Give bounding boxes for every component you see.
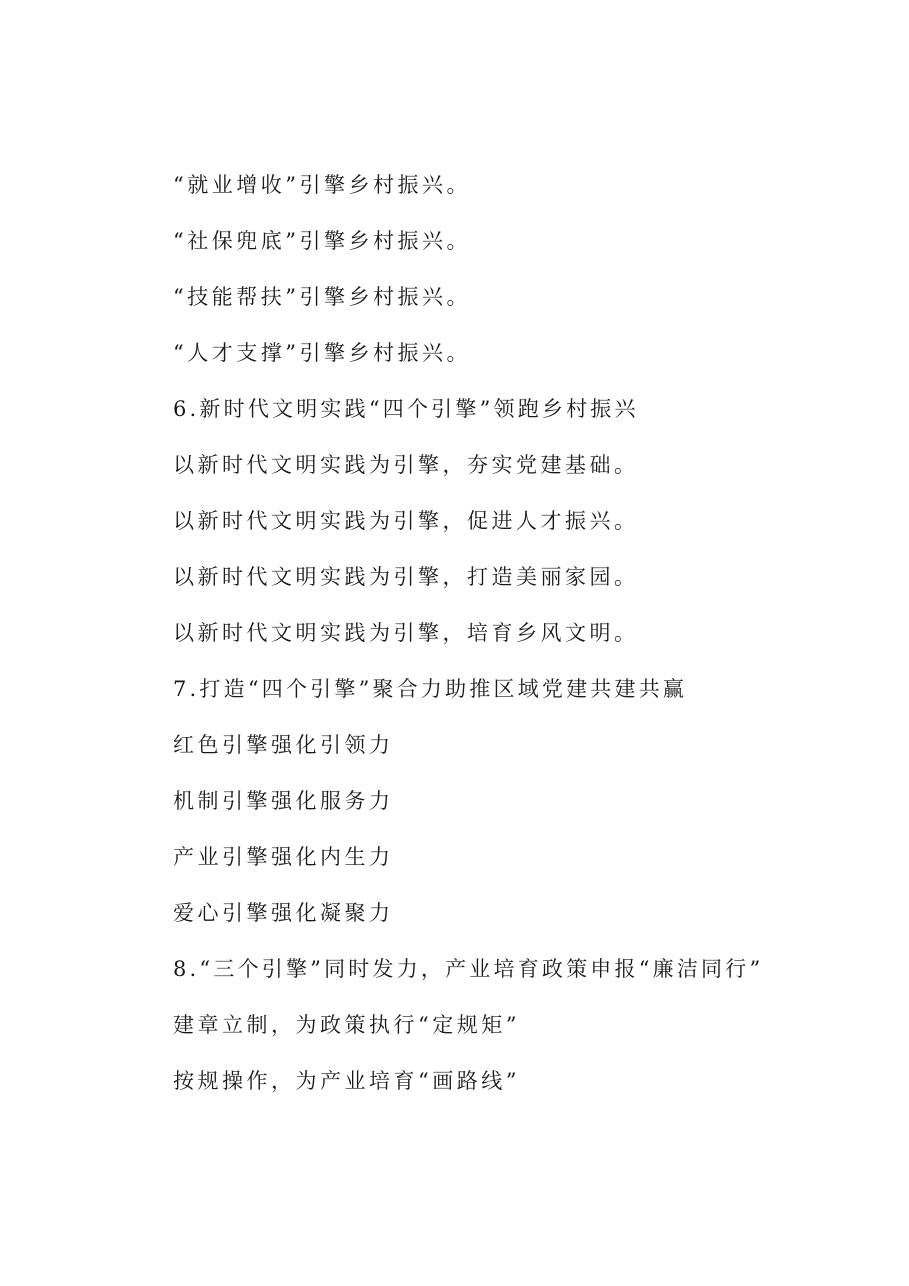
- body-line: 按规操作，为产业培育“画路线”: [173, 1069, 520, 1093]
- body-line: “技能帮扶”引擎乡村振兴。: [173, 285, 471, 309]
- body-line: 产业引擎强化内生力: [173, 845, 394, 869]
- section-heading-8: 8.“三个引擎”同时发力，产业培育政策申报“廉洁同行”: [173, 957, 764, 981]
- body-line: “就业增收”引擎乡村振兴。: [173, 173, 471, 197]
- body-line: 机制引擎强化服务力: [173, 789, 394, 813]
- body-line: 以新时代文明实践为引擎，培育乡风文明。: [173, 621, 639, 645]
- body-line: 红色引擎强化引领力: [173, 733, 394, 757]
- section-heading-6: 6.新时代文明实践“四个引擎”领跑乡村振兴: [173, 397, 639, 421]
- body-line: 以新时代文明实践为引擎，促进人才振兴。: [173, 509, 639, 533]
- document-body: [173, 161, 853, 1113]
- section-heading-7: 7.打造“四个引擎”聚合力助推区域党建共建共赢: [173, 677, 688, 701]
- body-line: 建章立制，为政策执行“定规矩”: [173, 1013, 520, 1037]
- body-line: 爱心引擎强化凝聚力: [173, 901, 394, 925]
- body-line: “社保兜底”引擎乡村振兴。: [173, 229, 471, 253]
- body-line: 以新时代文明实践为引擎，打造美丽家园。: [173, 565, 639, 589]
- body-line: “人才支撑”引擎乡村振兴。: [173, 341, 471, 365]
- body-line: 以新时代文明实践为引擎，夯实党建基础。: [173, 453, 639, 477]
